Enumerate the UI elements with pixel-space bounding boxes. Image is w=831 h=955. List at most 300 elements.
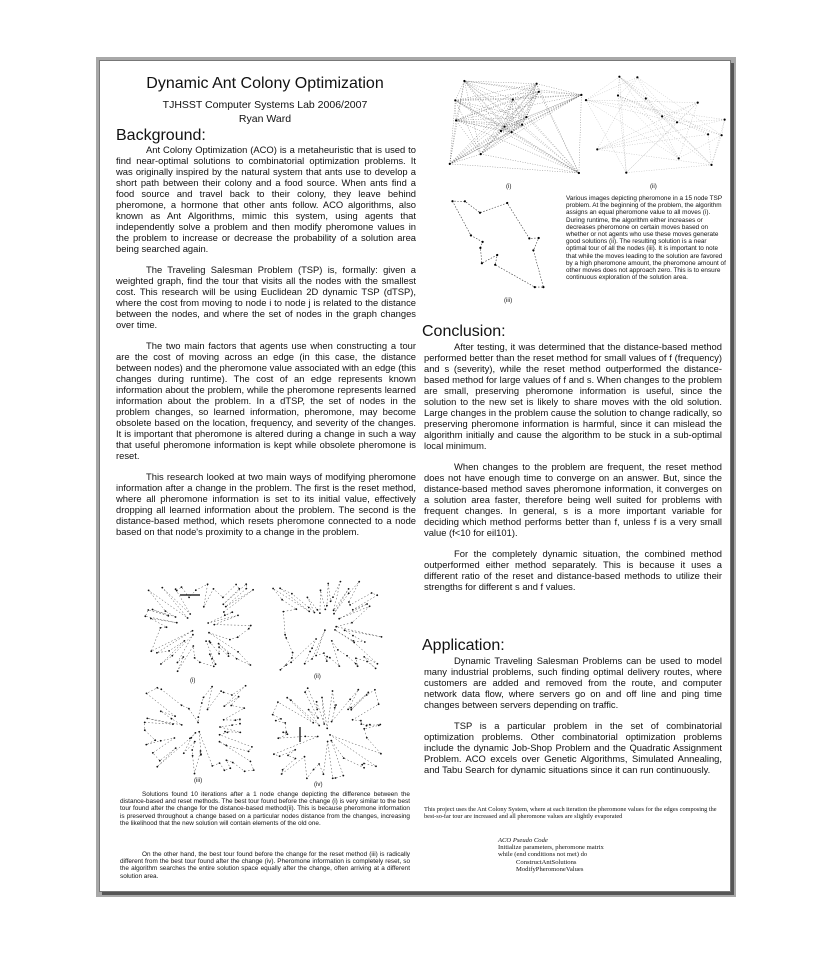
tour-node bbox=[331, 640, 333, 642]
tour-node bbox=[238, 588, 240, 590]
graph-node bbox=[538, 91, 540, 93]
pheromone-edge bbox=[464, 81, 579, 173]
pheromone-edge bbox=[450, 84, 537, 164]
tour-node bbox=[279, 587, 281, 589]
pheromone-edge bbox=[618, 96, 679, 159]
tour-node bbox=[222, 597, 224, 599]
pheromone-edge bbox=[455, 100, 526, 117]
tour-node bbox=[244, 770, 246, 772]
pseudo-code-block bbox=[498, 837, 698, 873]
tour-node bbox=[154, 739, 156, 741]
tour-node bbox=[192, 630, 194, 632]
background-section bbox=[116, 144, 416, 547]
tour-node bbox=[326, 605, 328, 607]
tour-node bbox=[286, 697, 288, 699]
graph-node bbox=[454, 99, 456, 101]
pheromone-edge bbox=[646, 99, 662, 117]
tour-node bbox=[335, 704, 337, 706]
pheromone-edge bbox=[637, 77, 721, 135]
tour-node bbox=[191, 749, 193, 751]
tour-node bbox=[333, 613, 335, 615]
tour-node bbox=[304, 691, 306, 693]
tour-node bbox=[311, 647, 313, 649]
pheromone-edge bbox=[481, 92, 539, 154]
tour-node bbox=[376, 594, 378, 596]
graph-node bbox=[494, 264, 496, 266]
tour-node bbox=[145, 744, 147, 746]
tour-node bbox=[295, 608, 297, 610]
tour-node bbox=[323, 773, 325, 775]
tour-node bbox=[366, 661, 368, 663]
tour-node bbox=[304, 663, 306, 665]
pheromone-edge bbox=[586, 77, 637, 100]
tour-node bbox=[238, 696, 240, 698]
pheromone-edge bbox=[456, 81, 464, 120]
tour-node bbox=[161, 587, 163, 589]
tour-node bbox=[231, 611, 233, 613]
tour-node bbox=[215, 663, 217, 665]
tour-node bbox=[273, 753, 275, 755]
application-paragraph-1: Dynamic Traveling Salesman Problems can be used to model many industrial problems, such finding optimal delivery routes, where customers are added and removed from the route, and computer network data flow, where servers go on and off line and ping time changes between servers depending on traffic. bbox=[424, 655, 722, 710]
tour-node bbox=[229, 639, 231, 641]
tour-node bbox=[225, 744, 227, 746]
tour-node bbox=[201, 702, 203, 704]
tour-node bbox=[218, 646, 220, 648]
background-paragraph-4: This research looked at two main ways of modifying pheromone information after a change in the problem. The first is the reset method, where all pheromone information is set to its initial value, effectively dropping all learned information about the problem. The second is the distance-based method, which resets pheromone connected to a node based on that node's proximity to a change in the problem. bbox=[116, 471, 416, 537]
pheromone-edge bbox=[455, 100, 522, 124]
graph-node bbox=[463, 80, 465, 82]
tour-node bbox=[337, 649, 339, 651]
tour-node bbox=[225, 606, 227, 608]
tour-node bbox=[306, 778, 308, 780]
graph-node bbox=[596, 148, 598, 150]
tour-node bbox=[223, 692, 225, 694]
tour-node bbox=[379, 724, 381, 726]
tour-node bbox=[167, 615, 169, 617]
tour-node bbox=[181, 704, 183, 706]
pheromone-edge bbox=[513, 100, 579, 174]
tour-node bbox=[210, 642, 212, 644]
tour-node bbox=[239, 723, 241, 725]
tour-node bbox=[230, 705, 232, 707]
tour-node bbox=[378, 703, 380, 705]
pheromone-edge bbox=[618, 96, 722, 136]
tour-node bbox=[290, 699, 292, 701]
graph-node bbox=[528, 237, 530, 239]
graph-node bbox=[525, 116, 527, 118]
tour-node bbox=[352, 635, 354, 637]
pheromone-edge bbox=[522, 95, 581, 125]
tour-node bbox=[176, 622, 178, 624]
tour-node bbox=[250, 664, 252, 666]
tour-node bbox=[188, 597, 190, 599]
tour-node bbox=[156, 652, 158, 654]
pheromone-edge bbox=[464, 81, 581, 95]
graph-node bbox=[482, 241, 484, 243]
tour-node bbox=[248, 751, 250, 753]
tour-node bbox=[203, 606, 205, 608]
tour-node bbox=[219, 741, 221, 743]
tour-node bbox=[207, 709, 209, 711]
pheromone-edge bbox=[619, 77, 708, 135]
tour-node bbox=[343, 757, 345, 759]
tour-node bbox=[224, 614, 226, 616]
graph-node bbox=[618, 76, 620, 78]
tour-node bbox=[199, 661, 201, 663]
tour-node bbox=[281, 599, 283, 601]
tour-node bbox=[352, 719, 354, 721]
tour-node bbox=[308, 709, 310, 711]
tour-node bbox=[226, 759, 228, 761]
pheromone-edge bbox=[512, 125, 522, 132]
tour-node bbox=[316, 701, 318, 703]
pheromone-edge bbox=[579, 95, 582, 173]
graph-node bbox=[470, 234, 472, 236]
tour-node bbox=[146, 693, 148, 695]
pheromone-edge bbox=[522, 125, 579, 173]
tour-node bbox=[374, 689, 376, 691]
tour-node bbox=[213, 666, 215, 668]
pheromone-edge bbox=[679, 103, 698, 159]
solution-tour bbox=[453, 201, 544, 287]
tour-node bbox=[228, 655, 230, 657]
application-heading: Application: bbox=[422, 637, 505, 654]
tour-node bbox=[235, 584, 237, 586]
tour-node bbox=[205, 640, 207, 642]
tour-node bbox=[291, 593, 293, 595]
tour-node bbox=[189, 613, 191, 615]
pheromone-edge bbox=[455, 84, 536, 101]
tour-node bbox=[195, 589, 197, 591]
tour-node bbox=[219, 734, 221, 736]
tour-node bbox=[369, 605, 371, 607]
pseudo-code-title: ACO Pseudo Code bbox=[498, 837, 548, 844]
tour-node bbox=[371, 592, 373, 594]
tour-node bbox=[218, 643, 220, 645]
pheromone-edge bbox=[722, 120, 725, 136]
tour-node bbox=[317, 717, 319, 719]
pheromone-edge bbox=[464, 81, 501, 131]
tour-comparison-figure bbox=[140, 577, 390, 785]
tour-node bbox=[152, 752, 154, 754]
tour-node bbox=[366, 737, 368, 739]
tour-node bbox=[346, 655, 348, 657]
tour-node bbox=[160, 740, 162, 742]
tour-node bbox=[148, 590, 150, 592]
pheromone-edge bbox=[501, 131, 579, 173]
graph-node bbox=[534, 286, 536, 288]
lab-subtitle: TJHSST Computer Systems Lab 2006/2007 bbox=[162, 99, 368, 111]
tour-node bbox=[324, 629, 326, 631]
pheromone-edge bbox=[619, 77, 662, 117]
tour-node bbox=[284, 722, 286, 724]
tour-node bbox=[335, 777, 337, 779]
tour-node bbox=[367, 692, 369, 694]
pheromone-edge bbox=[618, 96, 712, 165]
tour-node bbox=[331, 721, 333, 723]
tour-node bbox=[283, 611, 285, 613]
tour-node bbox=[333, 609, 335, 611]
tour-node bbox=[144, 729, 146, 731]
tour-node bbox=[340, 581, 342, 583]
tour-node bbox=[363, 656, 365, 658]
tour-node bbox=[181, 724, 183, 726]
graph-node bbox=[721, 134, 723, 136]
tour-node bbox=[181, 586, 183, 588]
tour-node bbox=[175, 616, 177, 618]
tour-node bbox=[237, 636, 239, 638]
application-section bbox=[424, 655, 722, 785]
tour-node bbox=[250, 761, 252, 763]
background-paragraph-3: The two main factors that agents use when constructing a tour are the cost of moving across an edge (in this case, the distance between nodes) and the pheromone value associated with an edge (this changes during runtime). The cost of an edge represents known information about the problem, while the pheromone represents learned information about the problem. In a dTSP, the set of nodes in the problem changes, so learned information, pheromone, may become obsolete based on the location, frequency, and severity of the changes. It is important that pheromone is altered during a change in such a way that useful pheromone information is kept while obsolete pheromone is reset. bbox=[116, 340, 416, 461]
conclusion-heading: Conclusion: bbox=[422, 323, 506, 340]
pheromone-edge bbox=[677, 103, 698, 123]
tour-node bbox=[347, 709, 349, 711]
pheromone-edge bbox=[464, 81, 511, 132]
tour-node bbox=[282, 769, 284, 771]
tour-node bbox=[174, 737, 176, 739]
graph-node bbox=[645, 97, 647, 99]
pheromone-edge bbox=[637, 77, 677, 122]
tour-node bbox=[363, 763, 365, 765]
tour-node bbox=[335, 626, 337, 628]
pheromone-label-ii: (ii) bbox=[650, 183, 657, 190]
tour-node bbox=[280, 718, 282, 720]
tour-node bbox=[194, 741, 196, 743]
tour-node bbox=[342, 775, 344, 777]
pseudo-code-line: Initialize parameters, pheromone matrix bbox=[498, 844, 604, 852]
graph-node bbox=[511, 131, 513, 133]
graph-node bbox=[585, 99, 587, 101]
tour-node bbox=[353, 642, 355, 644]
conclusion-section bbox=[424, 341, 722, 602]
pheromone-edge bbox=[450, 92, 539, 164]
pheromone-edge bbox=[450, 120, 456, 163]
tour-node bbox=[232, 762, 234, 764]
pheromone-edge bbox=[586, 100, 626, 173]
tour-node bbox=[277, 737, 279, 739]
tour-node bbox=[330, 740, 332, 742]
tour-node bbox=[364, 641, 366, 643]
tour-node bbox=[352, 609, 354, 611]
tour-node bbox=[308, 611, 310, 613]
tour-node bbox=[309, 651, 311, 653]
pheromone-edge bbox=[455, 95, 581, 101]
tour-label-iv: (iv) bbox=[314, 781, 323, 788]
tour-node bbox=[348, 592, 350, 594]
tour-node bbox=[192, 634, 194, 636]
pheromone-edge bbox=[618, 77, 619, 96]
graph-node bbox=[678, 157, 680, 159]
tour-node bbox=[324, 609, 326, 611]
graph-node bbox=[536, 83, 538, 85]
pheromone-edge bbox=[619, 77, 711, 165]
aco-system-note: This project uses the Ant Colony System, where at each iteration the pheromone values for the edges composing the best-so-far tour are increased and all pheromone values are slightly evaporated bbox=[424, 806, 717, 821]
tour-node bbox=[172, 723, 174, 725]
graph-node bbox=[500, 130, 502, 132]
tour-node bbox=[171, 718, 173, 720]
tour-node bbox=[287, 733, 289, 735]
tour-node bbox=[222, 603, 224, 605]
tour-node bbox=[285, 731, 287, 733]
poster-title: Dynamic Ant Colony Optimization bbox=[146, 75, 384, 92]
tour-node bbox=[248, 628, 250, 630]
pheromone-edge bbox=[626, 103, 697, 173]
tour-node bbox=[192, 755, 194, 757]
tour-node bbox=[360, 720, 362, 722]
tour-node bbox=[235, 719, 237, 721]
tour-node bbox=[160, 627, 162, 629]
pseudo-code-line: ModifyPheromoneValues bbox=[516, 865, 584, 873]
tour-node bbox=[192, 645, 194, 647]
tour-node bbox=[332, 690, 334, 692]
tour-node bbox=[220, 690, 222, 692]
tour-node bbox=[334, 629, 336, 631]
graph-node bbox=[496, 254, 498, 256]
tour-node bbox=[360, 723, 362, 725]
tour-node bbox=[375, 765, 377, 767]
tour-node bbox=[349, 604, 351, 606]
pheromone-edge bbox=[586, 100, 698, 103]
background-paragraph-1: Ant Colony Optimization (ACO) is a metaheuristic that is used to find near-optimal solutions to combinatorial optimization problems. It was originally inspired by the natural system that ants use to develop a short path between their colony and a food source. When ants find a food source and travel back to their colony, they leave behind pheromone, a hormone that other ants follow. ACO algorithms, also known as Ant Algorithms, mimic this system, using agents that independently solve a problem and then modify pheromone values in the problem to increase or decrease the probability of a solution area being searched again. bbox=[116, 144, 416, 254]
tour-label-i: (i) bbox=[190, 677, 196, 684]
tour-node bbox=[318, 763, 320, 765]
graph-node bbox=[578, 172, 580, 174]
graph-node bbox=[449, 163, 451, 165]
tour-node bbox=[175, 747, 177, 749]
tour-node bbox=[369, 724, 371, 726]
tour-path bbox=[145, 686, 254, 774]
tour-node bbox=[272, 714, 274, 716]
pheromone-edge bbox=[597, 134, 708, 149]
tour-node bbox=[203, 697, 205, 699]
tour-node bbox=[176, 590, 178, 592]
pheromone-edge bbox=[450, 117, 527, 164]
tour-node bbox=[207, 622, 209, 624]
pheromone-edge bbox=[597, 77, 637, 149]
tour-node bbox=[159, 760, 161, 762]
tour-node bbox=[227, 653, 229, 655]
tour-node bbox=[285, 664, 287, 666]
tour-node bbox=[348, 601, 350, 603]
tour-node bbox=[146, 718, 148, 720]
pheromone-edge bbox=[586, 100, 677, 122]
tour-node bbox=[156, 687, 158, 689]
pheromone-edge bbox=[450, 125, 522, 164]
tour-node bbox=[363, 728, 365, 730]
tour-node bbox=[272, 588, 274, 590]
tour-node bbox=[156, 766, 158, 768]
tour-node bbox=[316, 709, 318, 711]
tour-node bbox=[366, 725, 368, 727]
tour-node bbox=[189, 738, 191, 740]
tour-node bbox=[318, 725, 320, 727]
pheromone-edge bbox=[597, 120, 724, 150]
graph-node bbox=[542, 286, 544, 288]
tour-label-ii: (ii) bbox=[314, 673, 321, 680]
tour-node bbox=[245, 685, 247, 687]
pheromone-edge bbox=[481, 95, 582, 154]
tour-node bbox=[166, 626, 168, 628]
tour-node bbox=[294, 749, 296, 751]
tour-node bbox=[229, 767, 231, 769]
tour-label-iii: (iii) bbox=[194, 777, 203, 784]
pheromone-edge bbox=[481, 125, 522, 154]
tour-node bbox=[168, 650, 170, 652]
tour-node bbox=[312, 722, 314, 724]
graph-node bbox=[451, 200, 453, 202]
tour-node bbox=[332, 596, 334, 598]
author-name: Ryan Ward bbox=[238, 113, 292, 125]
tour-node bbox=[315, 655, 317, 657]
tour-node bbox=[219, 762, 221, 764]
tour-node bbox=[245, 583, 247, 585]
pheromone-edge bbox=[637, 77, 678, 158]
tour-node bbox=[150, 650, 152, 652]
pheromone-edge bbox=[455, 81, 464, 100]
tour-node bbox=[317, 736, 319, 738]
graph-node bbox=[636, 76, 638, 78]
tour-node bbox=[315, 638, 317, 640]
conclusion-paragraph-3: For the completely dynamic situation, the combined method outperformed either method separately. This is because it uses a different ratio of the reset and distance-based methods to utilize their strengths for different s and f values. bbox=[424, 548, 722, 592]
pheromone-edge bbox=[597, 122, 677, 149]
tour-node bbox=[171, 655, 173, 657]
tour-node bbox=[213, 624, 215, 626]
graph-node bbox=[480, 153, 482, 155]
tour-node bbox=[198, 731, 200, 733]
tour-node bbox=[326, 728, 328, 730]
pheromone-edge bbox=[456, 120, 579, 173]
tour-node bbox=[177, 662, 179, 664]
tour-node bbox=[281, 773, 283, 775]
graph-node bbox=[503, 126, 505, 128]
tour-node bbox=[152, 609, 154, 611]
tour-node bbox=[380, 753, 382, 755]
tour-node bbox=[237, 651, 239, 653]
tour-node bbox=[165, 610, 167, 612]
tour-node bbox=[357, 665, 359, 667]
tour-node bbox=[352, 640, 354, 642]
tour-node bbox=[287, 755, 289, 757]
tour-node bbox=[227, 732, 229, 734]
tour-node bbox=[187, 617, 189, 619]
tour-caption-2: On the other hand, the best tour found before the change for the reset method (iii) is radically different from the best tour found after the change (iv). Pheromone information is completely reset, so the algorithm searches the entire solution space equally after the change, often arriving at a different solution area. bbox=[120, 851, 410, 880]
pheromone-edge bbox=[513, 100, 527, 118]
tour-node bbox=[307, 687, 309, 689]
pheromone-edge bbox=[456, 120, 481, 154]
tour-node bbox=[323, 723, 325, 725]
tour-node bbox=[243, 707, 245, 709]
graph-node bbox=[676, 121, 678, 123]
tour-node bbox=[285, 637, 287, 639]
pheromone-edge bbox=[537, 84, 539, 92]
tour-node bbox=[223, 611, 225, 613]
graph-node bbox=[512, 98, 514, 100]
pheromone-edge bbox=[712, 120, 725, 165]
graph-node bbox=[538, 237, 540, 239]
pheromone-edge bbox=[450, 127, 505, 164]
tour-node bbox=[366, 603, 368, 605]
tour-node bbox=[290, 661, 292, 663]
pheromone-label-i: (i) bbox=[506, 183, 512, 190]
pheromone-edge bbox=[708, 134, 711, 165]
tour-node bbox=[200, 750, 202, 752]
tour-node bbox=[323, 652, 325, 654]
pheromone-edge bbox=[501, 92, 539, 131]
tour-node bbox=[329, 734, 331, 736]
tour-node bbox=[182, 656, 184, 658]
tour-node bbox=[313, 769, 315, 771]
